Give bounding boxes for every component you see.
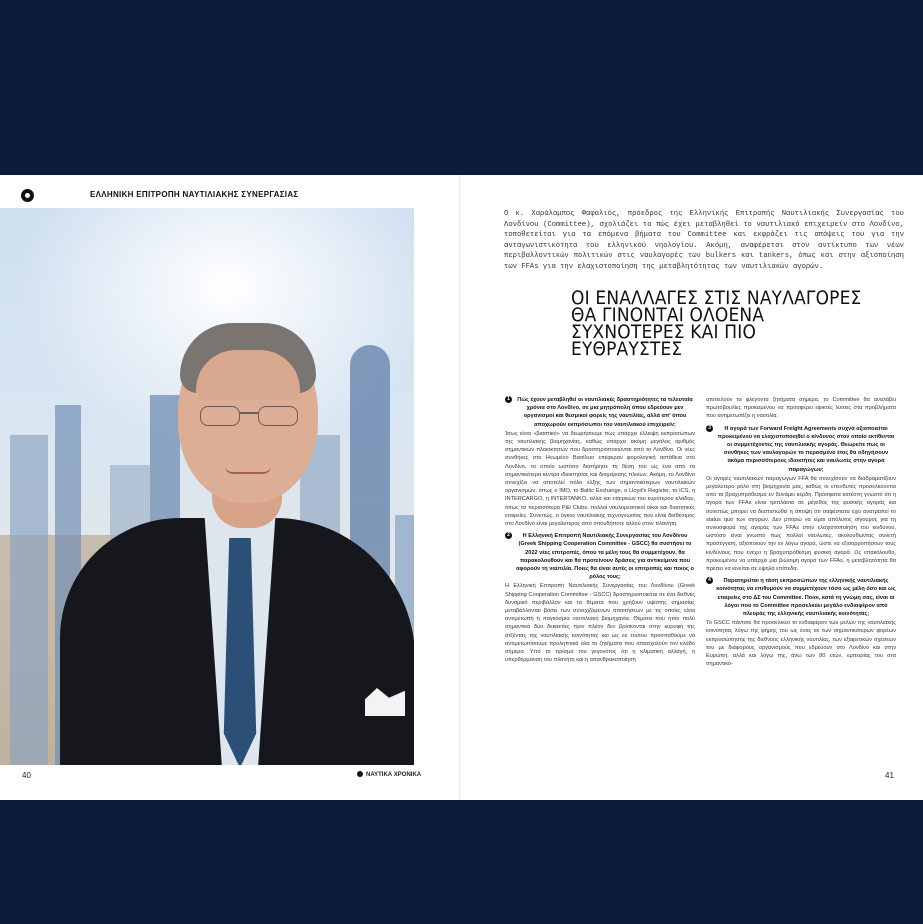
portrait-subject	[0, 208, 414, 765]
answer-paragraph: Οι αγορές ναυτιλιακών παραγώγων FFA θα συνεχίσουν να διαδραματίζουν μεγαλύτερο ρόλο στη βιομηχανία μας, καθώς οι επενδυτές προσελκύονται από τα βραχυπρόθεσμα εν δυνάμει κέρδη. Πρόσφατα κατέστη γνωστό ότι η αγορά των FFAs είναι τριπλάσια σε μέγεθος της φυσικής αγοράς και συνεπώς μπορεί να διαπιστωθεί η άποψη ότι σαφέστατα έχει ανατραπεί το status quo των αγορών. Δεν μπορώ να είμαι απόλυτος σίγουρος για τη συνεισφορά της αγοράς των FFAs στην ελαχιστοποίηση του κινδύνου, ωστόσο είναι γνωστό πως πολλοί ναυλωτές, ακολουθώντας συνετή προσέγγιση, αξιοποιούν την εν λόγω αγορά, ώστε να εξισορροπήσουν τους κινδύνους που ενέχει η βραχυπρόθεσμη φυσική αγορά. Ως επακόλουθο, προκειμένου να υπάρχει μια βιώσιμη αγορά των FFAs, η μεταβλητότητα θα πρέπει να κινείται σε υψηλά επίπεδα.	[706, 475, 896, 573]
text-column-2	[706, 396, 896, 673]
answer-paragraph: Η Ελληνική Επιτροπή Ναυτιλιακής Συνεργασίας του Λονδίνου (Greek Shipping Cooperation Committee - GSCC) δραστηριοποιείται σε ένα διεθνές δυναμικό περιβάλλον και τα θέματα που χρήζουν υψίστης σημασίας μεταβάλλονται βάσει των συνεχιζόμενων απαιτήσεων με τις οποίες είναι αντιμέτωπη η παγκόσμια ναυτιλιακή βιομηχανία. Θέματα που ήταν πολύ σημαντικά δύο δεκαετίες πριν πλέον δεν βρίσκονται στην κορυφή της ατζέντας της ναυτιλιακής κοινότητας και ως εκ τούτου προσπαθούμε να αντιμετωπίσουμε προληπτικά όλα τα ζητήματα που απασχολούν τον κλάδο σήμερα. Υπό το πρίσμα του γεγονότος ότι η κλιματική αλλαγή, η υπερθέρμανση του πλανήτη και η απανθρακοποίηση	[505, 583, 695, 664]
question-block: 2 Η Ελληνική Επιτροπή Ναυτιλιακής Συνεργασίας του Λονδίνου (Greek Shipping Cooperation Committee - GSCC) θα συστήσει το 2022 νέες επιτροπές, όπου τα μέλη τους θα συμμετέχουν, θα παρακολουθούν και θα προτείνουν δράσεις για αντικείμενα που αφορούν τη ναυτιλία. Ποιες θα είναι αυτές οι επιτροπές και ποιος ο ρόλος τους;	[505, 532, 695, 581]
text-column-1	[505, 396, 695, 669]
question-number: 1	[505, 396, 512, 403]
question-number: 4	[706, 577, 713, 584]
answer-paragraph: αποτελούν τα φλέγοντα ζητήματα σήμερα, το Committee θα αναλάβει πρωτοβουλίες προκειμένου να προσφέρει εφικτές λύσεις στα προβλήματα που αντιμετωπίζει η ναυτιλία.	[706, 397, 896, 420]
question-number: 3	[706, 425, 713, 432]
answer-paragraph: Ίσως είναι «βιαστικό» να θεωρήσουμε πως υπάρχει έλλειψη εκπροσώπων της ναυτιλιακής βιομηχανίας, καθώς υπάρχει ακόμη μεγάλος αριθμός σημαντικών πλοιοκτητών που δραστηριοποιούνται από το Λονδίνο. Οι νέες συνθήκες στο Ηνωμένο Βασίλειο επέφεραν φορολογική αστάθεια στο Λονδίνο, το οποίο ωστόσο διατήρησε τη θέση του ως ένα από τα σημαντικότερα κέντρα ιδιοκτησίας και διαχείρισης πλοίων. Ακόμη, το Λονδίνο συνεχίζει να αποτελεί πόλο έλξης των σημαντικότερων ναυτιλιακών οργανισμών, όπως ο IMO, το Baltic Exchange, ο Lloyd's Register, το ICS, η INTERCARGO, η INTERTANKO, αλλά και εταιρειών του ευρύτερου κλάδου, όπως τα περισσότερα P&I Clubs, πολλοί ναυλομεσιτικοί οίκοι και διαιτητικές εταιρείες. Συνεπώς, ο όγκος ναυτιλιακής τεχνογνωσίας που είναι διαθέσιμος στο Λονδίνο είναι μεγαλύτερος από οπουδήποτε αλλού στον πλανήτη.	[505, 430, 695, 528]
background-band-top	[0, 0, 923, 175]
right-page	[461, 175, 923, 800]
portrait-photo	[0, 208, 414, 765]
question-number: 2	[505, 532, 512, 539]
brand-dot-icon	[357, 771, 363, 777]
question-block: 1 Πώς έχουν μεταβληθεί οι ναυτιλιακές δραστηριότητες τα τελευταία χρόνια στο Λονδίνο, σε μια μητρόπολη όπου εδρεύουν μεν οργανισμοί και θεσμικοί φορείς της ναυτιλίας, αλλά απ' όπου αποχωρούν εκπρόσωποι του ναυτιλιακού επιχειρείν;	[505, 396, 695, 429]
question-block: 3 Η αγορά των Forward Freight Agreements συχνά αξιοποιείται προκειμένου να ελαχιστοποιηθεί ο κίνδυνος στον οποίο εκτίθενται οι συμμετέχοντες της ναυτιλιακής αγοράς. Θεωρείτε πως οι συνθήκες των ναυλαγορών το περασμένο έτος θα οδηγήσουν ακόμα περισσότερους ιδιοκτήτες και ναυλωτές στην αγορά παραγώγων;	[706, 425, 896, 474]
section-title: ΕΛΛΗΝΙΚΗ ΕΠΙΤΡΟΠΗ ΝΑΥΤΙΛΙΑΚΗΣ ΣΥΝΕΡΓΑΣΙΑΣ	[90, 190, 299, 199]
left-page	[0, 175, 461, 800]
page-number-left: 40	[22, 771, 31, 780]
article-headline: ΟΙ ΕΝΑΛΛΑΓΕΣ ΣΤΙΣ ΝΑΥΛΑΓΟΡΕΣ ΘΑ ΓΙΝΟΝΤΑΙ ΟΛΟΕΝΑ ΣΥΧΝΟΤΕΡΕΣ ΚΑΙ ΠΙΟ ΕΥΘΡΑΥΣΤΕΣ	[571, 288, 862, 360]
question-block: 4 Παρατηρείται η τάση εκπροσώπων της ελληνικής ναυτιλιακής κοινότητας να επιθυμούν να συμμετέχουν τόσο ως μέλη όσο και ως εταιρείες στο ΔΣ του Committee. Ποιοι, κατά τη γνώμη σας, είναι οι λόγοι που το Committee προσελκύει μεγάλο ενδιαφέρον από πλευράς της ελληνικής ναυτιλιακής κοινότητας;	[706, 577, 896, 618]
magazine-spread	[0, 175, 923, 800]
footer-brand: ΝΑΥΤΙΚΑ ΧΡΟΝΙΚΑ	[357, 771, 421, 778]
page-number-right: 41	[885, 771, 894, 780]
answer-paragraph: Το GSCC πάντοτε θα προσελκύει το ενδιαφέρον των μελών της ναυτιλιακής κοινότητας λόγω της φήμης του ως ένας εκ των σημαντικότερων φορέων εκπροσώπησης της διεθνούς ελληνικής ναυτιλίας, των εξαιρετικών σχέσεων του με διάφορους οργανισμούς που εδρεύουν στο Λονδίνο και στην Ευρώπη, αλλά και λόγω της, άνω των 80 ετών, εμπειρίας του στα σημαντικό-	[706, 620, 896, 668]
magazine-logo-icon	[21, 189, 34, 202]
intro-paragraph: Ο κ. Χαράλαμπος Φαφαλιός, πρόεδρος της Ελληνικής Επιτροπής Ναυτιλιακής Συνεργασίας του Λονδίνου (Committee), σχολιάζει το πώς έχει μεταβληθεί το ναυτιλιακό επιχειρείν στο Λονδίνο, τοποθετείται για τα επόμενα βήματα του Committee και εκφράζει τις απόψεις του για την ανταγωνιστικότητα του ελληνικού νηολογίου. Ακόμη, αναφέρεται στον αντίκτυπο των νέων περιβαλλοντικών πολιτικών στις ναυλαγορές των bulkers και tankers, όπως και στην αξιοποίηση των FFAs για την ελαχιστοποίηση της μεταβλητότητας των ναυτιλιακών αγορών.	[504, 210, 904, 271]
background-band-bottom	[0, 800, 923, 924]
